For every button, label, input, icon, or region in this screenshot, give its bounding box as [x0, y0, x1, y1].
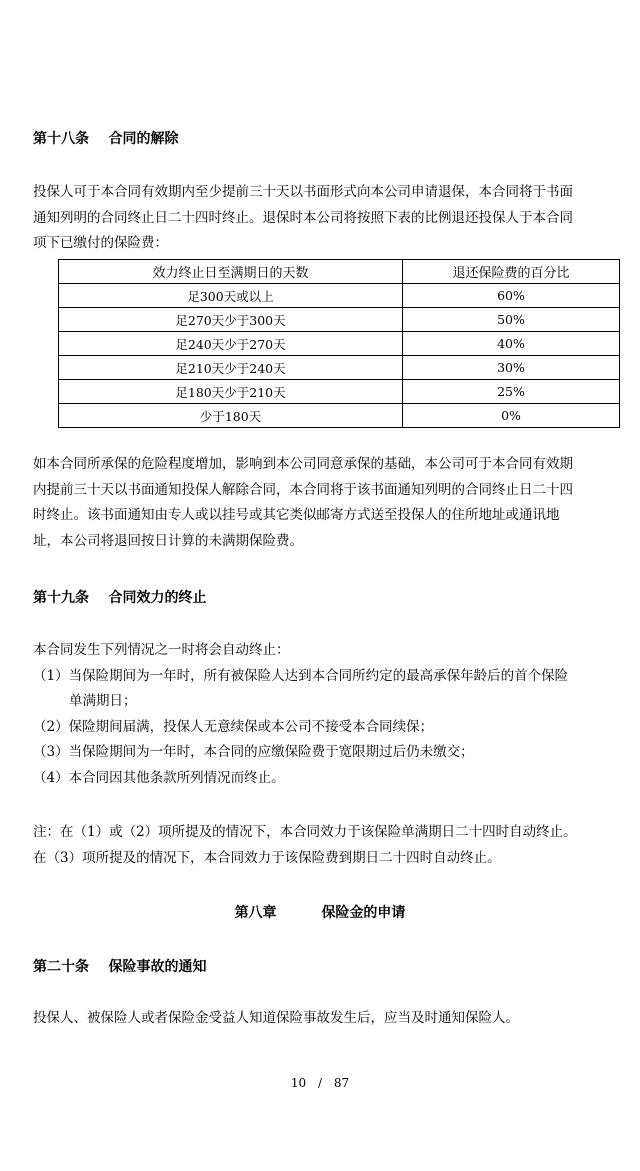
table-cell-percentage: 50%: [403, 308, 620, 332]
list-intro: 本合同发生下列情况之一时将会自动终止：: [33, 642, 290, 658]
chapter-number: 第八章: [234, 905, 277, 921]
table-row: [59, 380, 620, 404]
total-pages: 87: [333, 1076, 350, 1090]
table-cell-days: 足240天少于270天: [59, 332, 403, 356]
list-item: （3）当保险期间为一年时，本合同的应缴保险费于宽限期过后仍未缴交；: [33, 744, 474, 760]
article-19-note: [33, 820, 613, 871]
text-line: 注：在（1）或（2）项所提及的情况下，本合同效力于该保险单满期日二十四时自动终止。: [33, 824, 577, 840]
table-cell-percentage: 25%: [403, 380, 620, 404]
table-cell-percentage: 0%: [403, 404, 620, 428]
article-19-termination-list: [33, 638, 623, 791]
list-item-continuation: 单满期日；: [69, 693, 137, 709]
table-cell-percentage: 40%: [403, 332, 620, 356]
table-row: [59, 356, 620, 380]
table-row: [59, 404, 620, 428]
text-line: 投保人可于本合同有效期内至少提前三十天以书面形式向本公司申请退保，本合同将于书面: [33, 184, 573, 200]
article-19-heading: 第十九条 合同效力的终止: [33, 590, 207, 606]
text-line: 在（3）项所提及的情况下，本合同效力于该保险费到期日二十四时自动终止。: [33, 849, 501, 866]
list-item: （4）本合同因其他条款所列情况而终止。: [33, 769, 285, 786]
table-cell-days: 足270天少于300天: [59, 308, 403, 332]
table-cell-days: 足180天少于210天: [59, 380, 403, 404]
text-line: 如本合同所承保的危险程度增加，影响到本公司同意承保的基础，本公司可于本合同有效期: [33, 456, 573, 472]
text-line: 址，本公司将退回按日计算的未满期保险费。: [33, 532, 303, 549]
article-20-heading: 第二十条 保险事故的通知: [33, 959, 207, 975]
current-page: 10: [290, 1076, 307, 1090]
table-cell-days: 少于180天: [59, 404, 403, 428]
list-item: （2）保险期间届满，投保人无意续保或本公司不接受本合同续保；: [33, 718, 434, 735]
text-line: 项下已缴付的保险费：: [33, 235, 168, 251]
list-item: （1）当保险期间为一年时，所有被保险人达到本合同所约定的最高承保年龄后的首个保险: [33, 667, 569, 684]
chapter-heading: [0, 902, 640, 922]
table-header-row: [59, 260, 620, 284]
text-line: 时终止。该书面通知由专人或以挂号或其它类似邮寄方式送至投保人的住所地址或通讯地: [33, 507, 560, 523]
page-number-footer: [0, 1076, 640, 1090]
article-18-heading: 第十八条 合同的解除: [33, 131, 179, 147]
text-line: 投保人、被保险人或者保险金受益人知道保险事故发生后，应当及时通知保险人。: [33, 1010, 519, 1026]
column-header-percentage: 退还保险费的百分比: [403, 260, 620, 284]
table-row: [59, 332, 620, 356]
table-row: [59, 284, 620, 308]
chapter-title: 保险金的申请: [321, 905, 406, 921]
article-18-paragraph-1: [33, 180, 613, 257]
table-cell-percentage: 30%: [403, 356, 620, 380]
page-separator: /: [317, 1076, 323, 1090]
refund-percentage-table: [58, 259, 620, 428]
text-line: 通知列明的合同终止日二十四时终止。退保时本公司将按照下表的比例退还投保人于本合同: [33, 209, 573, 226]
table-cell-days: 足300天或以上: [59, 284, 403, 308]
text-line: 内提前三十天以书面通知投保人解除合同，本合同将于该书面通知列明的合同终止日二十四: [33, 481, 573, 498]
table-row: [59, 308, 620, 332]
column-header-days: 效力终止日至满期日的天数: [59, 260, 403, 284]
table-cell-days: 足210天少于240天: [59, 356, 403, 380]
article-20-paragraph: [33, 1006, 613, 1032]
article-18-paragraph-2: [33, 452, 613, 554]
table-cell-percentage: 60%: [403, 284, 620, 308]
